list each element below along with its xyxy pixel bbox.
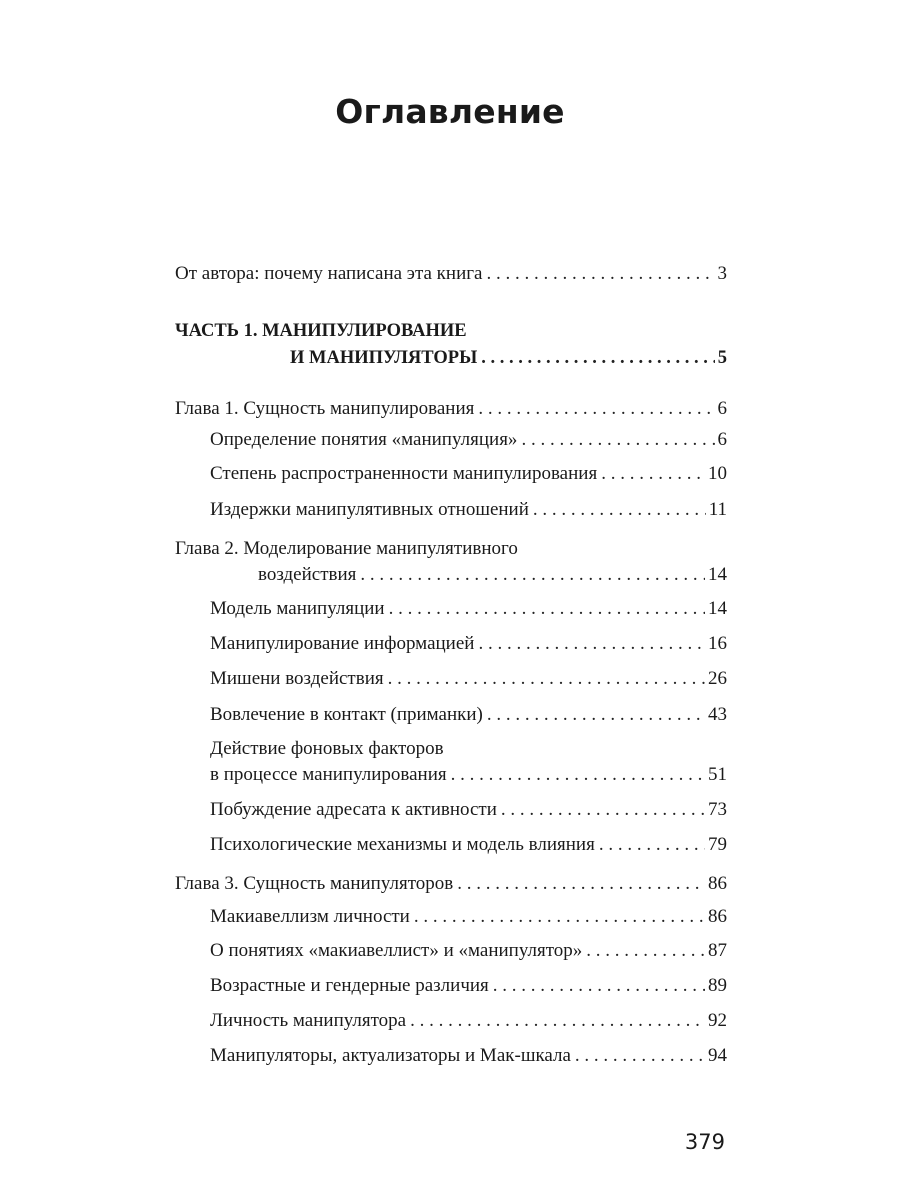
leader-dots — [501, 798, 705, 822]
toc-section — [210, 632, 727, 656]
toc-section — [210, 939, 727, 963]
leader-dots — [451, 763, 705, 787]
toc-entry-text: Манипулирование информацией — [210, 633, 475, 654]
toc-entry-page: 87 — [708, 940, 727, 961]
toc-entry-text: Манипуляторы, актуализаторы и Мак-шкала — [210, 1045, 571, 1066]
toc-section — [210, 498, 727, 522]
toc-entry-text: От автора: почему написана эта книга — [175, 263, 483, 284]
leader-dots — [414, 905, 705, 929]
page-title: Оглавление — [335, 92, 565, 131]
toc-part-1 — [290, 346, 727, 370]
toc-part-1-line-1: ЧАСТЬ 1. МАНИПУЛИРОВАНИЕ — [175, 321, 467, 341]
toc-section — [210, 428, 727, 452]
toc-entry-page: 43 — [708, 704, 727, 725]
toc-entry-text: Издержки манипулятивных отношений — [210, 499, 529, 520]
toc-entry-text: Глава 3. Сущность манипуляторов — [175, 873, 454, 894]
toc-entry-page: 10 — [708, 463, 727, 484]
toc-entry-page: 16 — [708, 633, 727, 654]
toc-section — [210, 905, 727, 929]
toc-entry-page: 14 — [708, 598, 727, 619]
leader-dots — [486, 262, 714, 286]
leader-dots — [493, 974, 705, 998]
leader-dots — [360, 563, 705, 587]
toc-entry-author — [175, 262, 727, 286]
toc-entry-text: Личность манипулятора — [210, 1010, 407, 1031]
toc-chapter-2 — [258, 563, 727, 587]
toc-entry-page: 92 — [708, 1010, 727, 1031]
toc-section — [210, 833, 727, 857]
toc-entry-text: Глава 1. Сущность манипулирования — [175, 398, 475, 419]
toc-entry-text: Степень распространенности манипулирования — [210, 463, 598, 484]
leader-dots — [388, 667, 705, 691]
toc-entry-page: 6 — [717, 398, 727, 419]
toc-entry-text: И МАНИПУЛЯТОРЫ — [290, 348, 478, 368]
toc-section — [210, 667, 727, 691]
leader-dots — [487, 703, 705, 727]
leader-dots — [599, 833, 705, 857]
toc-entry-text: Побуждение адресата к активности — [210, 799, 497, 820]
leader-dots — [586, 939, 705, 963]
toc-entry-text: Возрастные и гендерные различия — [210, 975, 489, 996]
leader-dots — [533, 498, 706, 522]
leader-dots — [481, 346, 715, 370]
leader-dots — [410, 1009, 705, 1033]
toc-entry-page: 5 — [717, 348, 727, 368]
toc-section — [210, 763, 727, 787]
toc-entry-text: в процессе манипулирования — [210, 764, 447, 785]
toc-entry-text: Вовлечение в контакт (приманки) — [210, 704, 483, 725]
toc-entry-text: Модель манипуляции — [210, 598, 385, 619]
toc-entry-page: 11 — [708, 499, 727, 520]
toc-entry-page: 14 — [708, 564, 727, 585]
toc-entry-text: воздействия — [258, 564, 357, 585]
leader-dots — [601, 462, 705, 486]
toc-entry-page: 26 — [708, 668, 727, 689]
toc-entry-page: 51 — [708, 764, 727, 785]
toc-entry-page: 79 — [708, 834, 727, 855]
toc-section — [210, 974, 727, 998]
leader-dots — [521, 428, 714, 452]
toc-entry-text: Определение понятия «манипуляция» — [210, 429, 518, 450]
toc-section-line-1: Действие фоновых факторов — [210, 738, 444, 759]
leader-dots — [575, 1044, 705, 1068]
leader-dots — [478, 632, 705, 656]
leader-dots — [457, 872, 705, 896]
toc-section — [210, 703, 727, 727]
toc-entry-page: 86 — [708, 873, 727, 894]
toc-entry-page: 73 — [708, 799, 727, 820]
toc-section — [210, 1044, 727, 1068]
toc-entry-page: 3 — [717, 263, 727, 284]
toc-entry-page: 94 — [708, 1045, 727, 1066]
toc-chapter-2-line-1: Глава 2. Моделирование манипулятивного — [175, 538, 518, 559]
toc-entry-text: Мишени воздействия — [210, 668, 384, 689]
leader-dots — [389, 597, 705, 621]
toc-entry-text: Макиавеллизм личности — [210, 906, 410, 927]
toc-chapter-1 — [175, 397, 727, 421]
toc-entry-text: О понятиях «макиавеллист» и «манипулятор» — [210, 940, 583, 961]
toc-section — [210, 597, 727, 621]
toc-chapter-3 — [175, 872, 727, 896]
toc-entry-page: 89 — [708, 975, 727, 996]
toc-section — [210, 1009, 727, 1033]
toc-entry-text: Психологические механизмы и модель влияния — [210, 834, 595, 855]
toc-section — [210, 462, 727, 486]
toc-entry-page: 86 — [708, 906, 727, 927]
toc-section — [210, 798, 727, 822]
page-number: 379 — [684, 1130, 725, 1154]
leader-dots — [478, 397, 714, 421]
toc-entry-page: 6 — [717, 429, 727, 450]
